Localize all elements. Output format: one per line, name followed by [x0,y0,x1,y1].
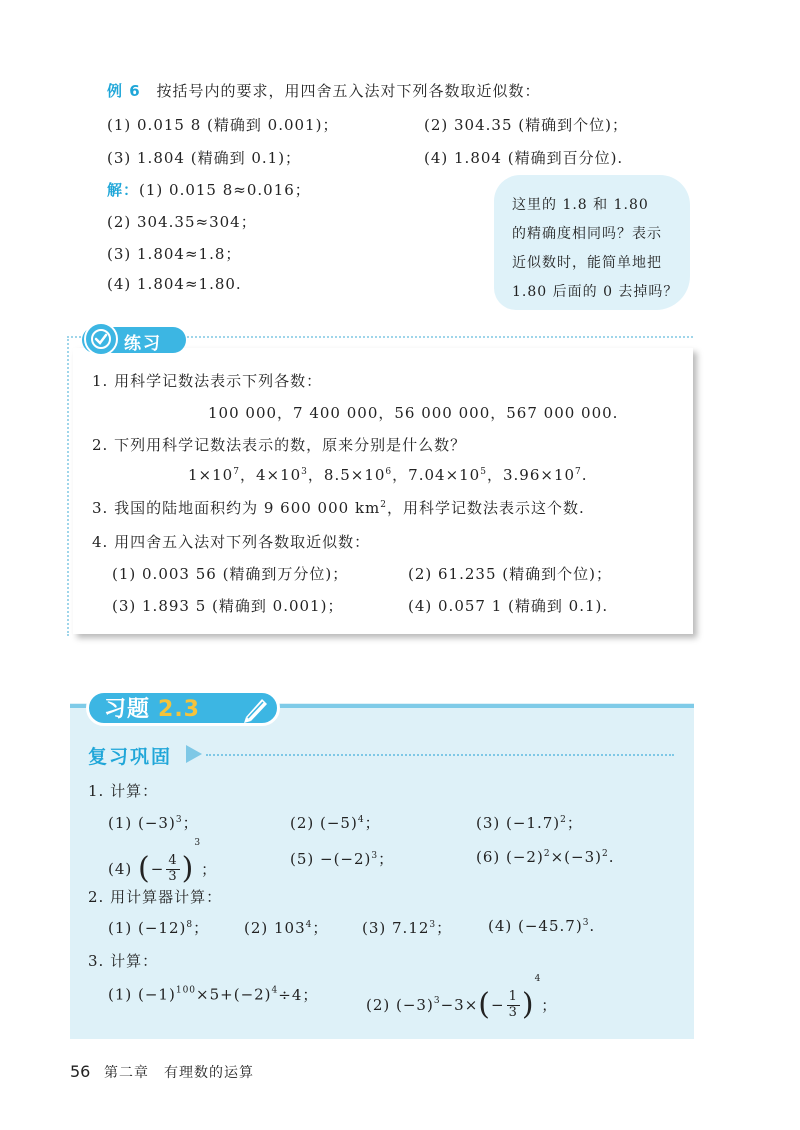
bubble-line: 1.80 后面的 0 去掉吗？ [512,284,679,300]
practice-q4-item: (4) 0.057 1 (精确到 0.1). [408,597,609,615]
practice-check-icon [84,322,118,356]
exercise-q1-item: (6) $(-2)^2\times(-3)^2$. [476,848,615,866]
solution-line-2: (2) 304.35≈304； [107,213,257,231]
practice-q4-item: (1) 0.003 56 (精确到万分位)； [112,565,349,583]
exercise-q2: 2. 用计算器计算： [88,888,223,906]
exercise-q1: 1. 计算： [88,782,159,800]
solution-label: 解： [107,181,140,199]
example-item-3: (3) 1.804 (精确到 0.1)； [107,149,302,167]
example-item-4: (4) 1.804 (精确到百分位). [424,149,624,167]
triangle-arrow-icon [186,745,202,763]
exercise-q3-item: (1) $(-1)^{100}\times 5+(-2)^4\div 4$； [108,985,319,1004]
example-prompt: 按括号内的要求，用四舍五入法对下列各数取近似数： [156,82,541,100]
page-number: 56 [70,1062,91,1081]
practice-q4-item: (3) 1.893 5 (精确到 0.001)； [112,597,344,615]
pencil-icon [240,693,272,727]
fraction: $\frac{4}{3}$ [168,852,178,884]
exercise-q1-item: (1) $(-3)^3$； [108,814,199,832]
solution-line-4: (4) 1.804≈1.80. [107,275,242,293]
practice-q4: 4. 用四舍五入法对下列各数取近似数： [92,533,371,551]
exercise-title: 习题 2.3 [104,697,200,722]
exercise-q1-item: $(5) -(-2)^3$； [290,850,395,868]
exercise-q2-item: (1) $(-12)^8$； [108,919,210,937]
exercise-q3: 3. 计算： [88,952,159,970]
exercise-q1-item: (3) $(-1.7)^2$； [476,814,583,832]
example-item-1: (1) 0.015 8 (精确到 0.001)； [107,116,339,134]
review-divider [206,754,674,756]
exercise-q2-item: (3) 7.12$^3$； [362,919,453,937]
fraction: $\frac{1}{3}$ [508,988,518,1020]
practice-q2-terms: $1\times 10^7$，$4\times 10^3$，$8.5\times 10^6$，$7.04\times 10^5$，$3.96\times 10^7$. [188,466,588,484]
review-heading: 复习巩固 [88,746,173,768]
example-label: 例 6 [107,82,141,100]
practice-q2: 2. 下列用科学记数法表示的数，原来分别是什么数？ [92,436,467,454]
practice-title: 练习 [124,334,162,354]
solution-line-1: 解：(1) 0.015 8≈0.016； [107,181,311,199]
solution-line-3: (3) 1.804≈1.8； [107,245,242,263]
exercise-q1-item: (4) (− $\frac{4}{3}$ )$^3$； [108,838,218,886]
example-heading [107,80,540,101]
exercise-q2-item: (4) $(-45.7)^3$. [488,917,596,935]
exercise-q3-item: (2) $(-3)^3-3\times(-$ $\frac{1}{3}$ )$^4$； [366,974,558,1022]
example-item-2: (2) 304.35 (精确到个位)； [424,116,628,134]
chapter-title: 第二章 有理数的运算 [104,1065,254,1081]
speech-bubble [494,175,690,310]
exercise-q1-item: (2) $(-5)^4$； [290,814,381,832]
exercise-number: 2.3 [158,697,200,722]
bubble-line: 这里的 1.8 和 1.80 [512,197,649,213]
exercise-q2-item: (2) $103^4$； [244,919,329,937]
practice-q1-numbers: 100 000，7 400 000，56 000 000，567 000 000. [208,404,619,422]
bubble-line: 近似数时，能简单地把 [512,255,662,271]
practice-q1: 1. 用科学记数法表示下列各数： [92,372,323,390]
practice-q3: 3. 我国的陆地面积约为 9 600 000 $km^2$，用科学记数法表示这个数. [92,499,585,517]
practice-q4-item: (2) 61.235 (精确到个位)； [408,565,612,583]
bubble-line: 的精确度相同吗？表示 [512,226,662,242]
